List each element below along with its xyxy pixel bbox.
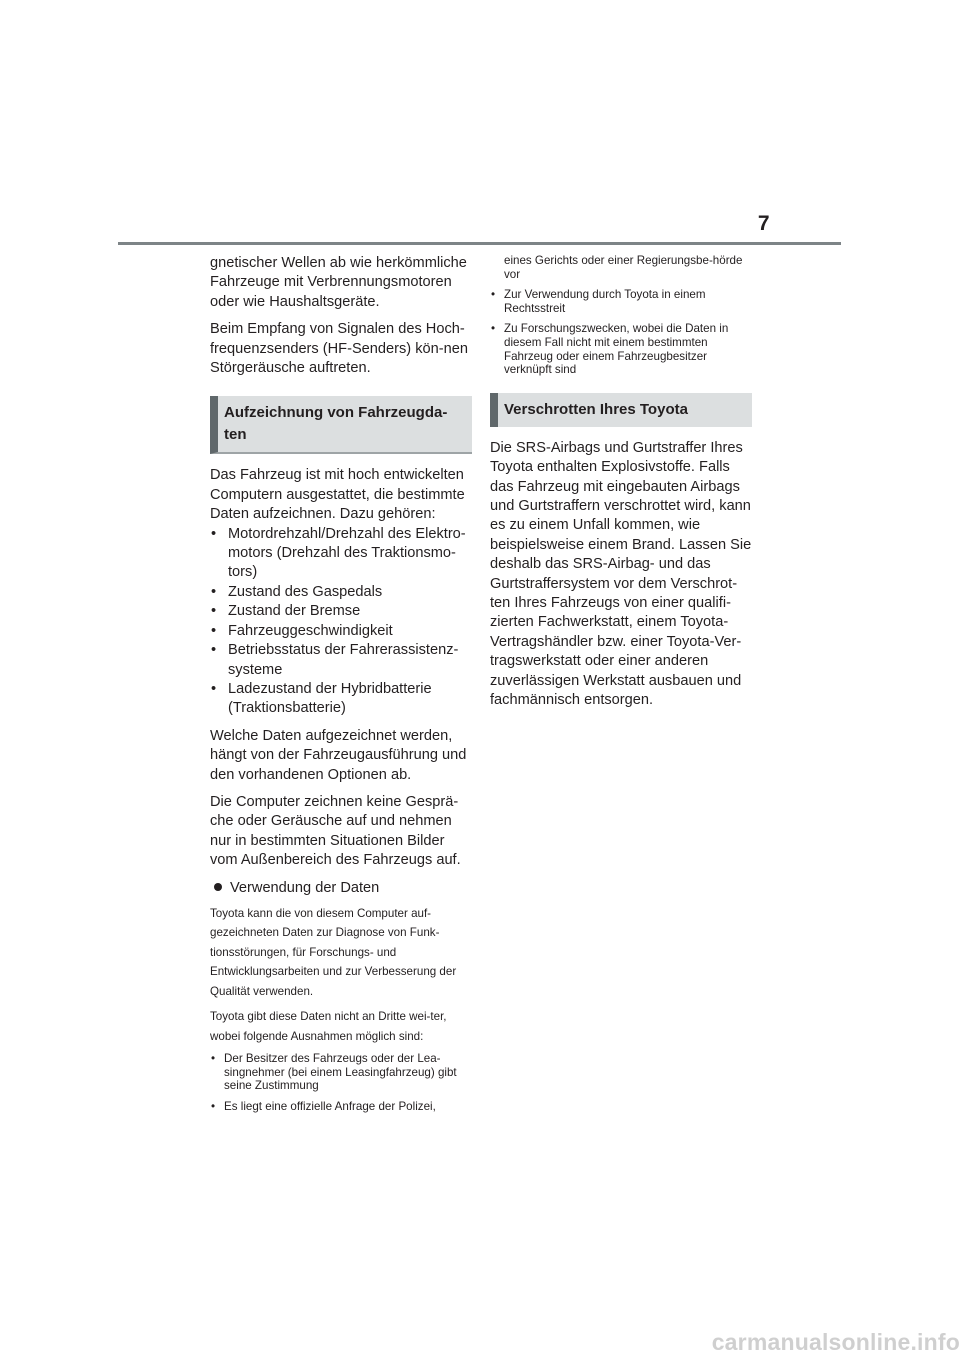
data-variant-paragraph: Welche Daten aufgezeichnet werden, hängt von der Fahrzeugausführung und den vorhandenen Optionen ab. <box>210 727 467 783</box>
data-usage-paragraph: Toyota kann die von diesem Computer auf-gezeichneten Daten zur Diagnose von Funk-tionsstörungen, für Forschungs- und Entwicklungsarbeiten und zur Verbesserung der Qualität verwenden. <box>210 906 457 998</box>
list-item: • Der Besitzer des Fahrzeugs oder der Lea-singnehmer (bei einem Leasingfahrzeug) gibt seine Zustimmung <box>210 1052 472 1093</box>
no-audio-paragraph: Die Computer zeichnen keine Gesprä-che oder Geräusche auf und nehmen nur in bestimmten Situationen Bilder vom Außenbereich des Fahrzeugs auf. <box>210 793 461 869</box>
left-column <box>210 254 472 1120</box>
data-recording-paragraph: Das Fahrzeug ist mit hoch entwickelten Computern ausgestattet, die bestimmte Daten aufzeichnen. Dazu gehören: <box>210 467 465 523</box>
section-heading-scrapping: Verschrotten Ihres Toyota <box>490 393 752 427</box>
bullet-dot-icon <box>214 883 222 891</box>
intro-paragraph-1: gnetischer Wellen ab wie herkömmliche Fahrzeuge mit Verbrennungsmotoren oder wie Haushaltsgeräte. <box>210 255 467 310</box>
list-item: • Zustand des Gaspedals <box>210 583 472 602</box>
subheading-label: Verwendung der Daten <box>230 879 380 896</box>
page-number: 7 <box>757 212 770 235</box>
section-heading-data-recording: Aufzeichnung von Fahrzeugda-ten <box>210 396 472 454</box>
list-item: • Ladezustand der Hybridbatterie (Traktionsbatterie) <box>210 680 472 719</box>
list-item: • Zustand der Bremse <box>210 602 472 621</box>
third-party-paragraph: Toyota gibt diese Daten nicht an Dritte wei-ter, wobei folgende Ausnahmen möglich sind: <box>210 1010 447 1043</box>
right-column <box>490 254 752 718</box>
list-item: • Betriebsstatus der Fahrerassistenz-systeme <box>210 641 472 680</box>
watermark: carmanualsonline.info <box>711 1329 960 1355</box>
list-item: • Motordrehzahl/Drehzahl des Elektro-motors (Drehzahl des Traktionsmo-tors) <box>210 525 472 583</box>
exceptions-list-continued <box>490 288 752 377</box>
scrapping-paragraph: Die SRS-Airbags und Gurtstraffer Ihres Toyota enthalten Explosivstoffe. Falls das Fahrzeug mit eingebauten Airbags und Gurtstraffern verschrottet wird, kann es zu einem Unfall kommen, wie beispielsweise einem Brand. Lassen Sie deshalb das SRS-Airbag- und das Gurtstraffersystem vor dem Verschrot-ten Ihres Fahrzeugs von einer qualifi-zierten Fachwerkstatt, einem Toyota-Vertragshändler bzw. einer Toyota-Ver-tragswerkstatt oder einer anderen zuverlässigen Werkstatt ausbauen und fachmännisch entsorgen. <box>490 439 752 709</box>
exceptions-list <box>210 1052 472 1113</box>
list-item: • Zur Verwendung durch Toyota in einem Rechtsstreit <box>490 288 752 315</box>
list-item: • Es liegt eine offizielle Anfrage der Polizei, <box>210 1100 472 1114</box>
exception-continuation: eines Gerichts oder einer Regierungsbe-hörde vor <box>504 254 743 281</box>
recorded-data-list <box>210 525 472 719</box>
intro-paragraph-2: Beim Empfang von Signalen des Hoch-frequenzsenders (HF-Senders) kön-nen Störgeräusche auftreten. <box>210 321 468 377</box>
header-rule <box>118 242 841 245</box>
list-item: • Zu Forschungszwecken, wobei die Daten in diesem Fall nicht mit einem bestimmten Fahrzeug oder einem Fahrzeugbesitzer verknüpft sind <box>490 322 752 376</box>
list-item: • Fahrzeuggeschwindigkeit <box>210 622 472 641</box>
subheading-data-usage <box>210 879 472 898</box>
